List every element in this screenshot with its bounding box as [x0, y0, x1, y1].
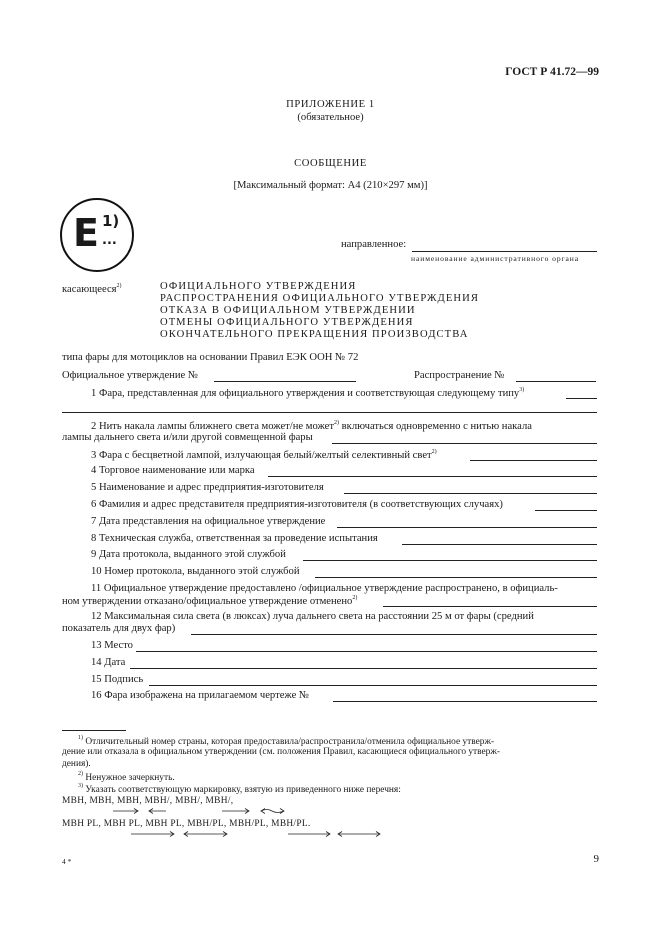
emblem-dots: ... [102, 233, 117, 248]
item-3-line [470, 460, 597, 461]
marking-arrows-1 [62, 807, 322, 817]
item-11-line [383, 606, 597, 607]
concerning-label: касающееся$^{2)}$ [62, 283, 122, 295]
concerning-item: ОТМЕНЫ ОФИЦИАЛЬНОГО УТВЕРЖДЕНИЯ [160, 317, 414, 328]
page-number: 9 [593, 853, 599, 865]
item-1: 1 Фара, представленная для официального утверждения и соответствующая следующему типу$^{3)}$ [91, 387, 525, 399]
concerning-item: ОФИЦИАЛЬНОГО УТВЕРЖДЕНИЯ [160, 281, 357, 292]
concerning-item: РАСПРОСТРАНЕНИЯ ОФИЦИАЛЬНОГО УТВЕРЖДЕНИЯ [160, 293, 480, 304]
extension-number-line [516, 381, 596, 382]
concerning-item: ОКОНЧАТЕЛЬНОГО ПРЕКРАЩЕНИЯ ПРОИЗВОДСТВА [160, 329, 469, 340]
sent-by-label: направленное: [341, 239, 407, 250]
item-6: 6 Фамилия и адрес представителя предприятия-изготовителя (в соответствующих случаях) [91, 499, 503, 510]
item-11: 11 Официальное утверждение предоставлено /официальное утверждение распространено, в официаль- [91, 583, 558, 594]
item-14-line [130, 668, 597, 669]
footnote-1-end: дения). [62, 759, 91, 769]
item-8: 8 Техническая служба, ответственная за проведение испытания [91, 533, 378, 544]
emblem-superscript: 1) [102, 212, 120, 230]
footnote-1: $^{1)}$ Отличительный номер страны, которая предоставила/распространила/отменила официальное утверж- [78, 735, 495, 747]
sheet-mark: 4 * [62, 857, 72, 866]
approval-number-line [214, 381, 356, 382]
footnote-3: $^{3)}$ Указать соответствующую маркировку, взятую из приведенного ниже перечня: [78, 783, 401, 795]
item-15-line [149, 685, 597, 686]
approval-number-label: Официальное утверждение № [62, 370, 198, 381]
item-16: 16 Фара изображена на прилагаемом чертеже № [91, 690, 310, 701]
type-line: типа фары для мотоциклов на основании Правил ЕЭК ООН № 72 [62, 352, 359, 363]
item-4: 4 Торговое наименование или марка [91, 465, 255, 476]
item-16-line [333, 701, 597, 702]
sent-by-line [412, 251, 597, 252]
message-title: СООБЩЕНИЕ [294, 158, 367, 169]
footnote-separator [62, 730, 126, 731]
marking-list-1: MBH, MBH, MBH, MBH/, MBH/, MBH/, [62, 796, 234, 806]
item-12-cont: показатель для двух фар) [62, 623, 176, 634]
item-8-line [402, 544, 597, 545]
item-7-line [337, 527, 597, 528]
approval-mark-emblem [60, 198, 134, 272]
item-5: 5 Наименование и адрес предприятия-изготовителя [91, 482, 324, 493]
item-5-line [344, 493, 597, 494]
appendix-title: ПРИЛОЖЕНИЕ 1 [286, 99, 375, 110]
item-10-line [315, 577, 597, 578]
item-1-line [566, 398, 597, 399]
emblem-letter: E [73, 211, 99, 255]
footnote-2: $^{2)}$ Ненужное зачеркнуть. [78, 771, 175, 783]
item-9-line [303, 560, 597, 561]
item-12-line [191, 634, 597, 635]
item-9: 9 Дата протокола, выданного этой службой [91, 549, 286, 560]
item-11-cont: ном утверждении отказано/официальное утверждение отменено$^{2)}$ [62, 595, 358, 607]
document-code: ГОСТ Р 41.72—99 [505, 66, 599, 78]
footnote-1-cont: дение или отказала в официальном утверждении (см. положения Правил, касающиеся официального утверж- [62, 747, 500, 757]
concerning-item: ОТКАЗА В ОФИЦИАЛЬНОМ УТВЕРЖДЕНИИ [160, 305, 416, 316]
item-15: 15 Подпись [91, 674, 144, 685]
item-7: 7 Дата представления на официальное утверждение [91, 516, 326, 527]
item-13: 13 Место [91, 640, 133, 651]
marking-list-2: MBH PL, MBH PL, MBH PL, MBH/PL, MBH/PL, MBH/PL. [62, 819, 311, 829]
marking-arrows-2 [62, 830, 392, 840]
item-14: 14 Дата [91, 657, 126, 668]
item-3: 3 Фара с бесцветной лампой, излучающая белый/желтый селективный свет$^{2)}$ [91, 449, 437, 461]
item-2-line [332, 443, 597, 444]
item-12: 12 Максимальная сила света (в люксах) луча дальнего света на расстоянии 25 м от фары (средний [91, 611, 534, 622]
item-1-line-2 [62, 412, 597, 413]
item-10: 10 Номер протокола, выданного этой службой [91, 566, 300, 577]
item-4-line [268, 476, 597, 477]
message-format: [Максимальный формат: А4 (210×297 мм)] [233, 180, 428, 191]
item-6-line [535, 510, 597, 511]
item-2-cont: лампы дальнего света и/или другой совмещенной фары [62, 432, 313, 443]
appendix-subtitle: (обязательное) [297, 112, 364, 123]
sent-by-caption: наименование административного органа [411, 254, 580, 263]
item-2: 2 Нить накала лампы ближнего света может/не может$^{2)}$ включаться одновременно с нитью накала [91, 420, 532, 432]
extension-number-label: Распространение № [414, 370, 505, 381]
item-13-line [136, 651, 597, 652]
